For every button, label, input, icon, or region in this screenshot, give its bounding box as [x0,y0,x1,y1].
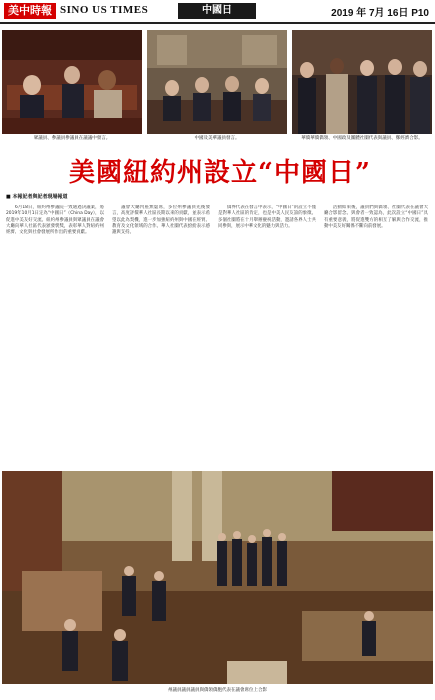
article-subhead: ■ 本報記者與記者現場報道 [6,194,68,200]
issue-date-page: 2019 年 7月 16日 P10 [331,8,429,19]
photo-top-right [292,30,432,134]
masthead-rule [0,22,435,24]
article-column-4 [324,205,428,467]
photo-top-middle [147,30,287,134]
photo-caption: 州議員議員議員與僑領僑胞代表在議會席位上合影 [168,688,267,693]
newspaper-logo: 美中時報 [4,3,56,19]
article-headline: 美國紐約州設立“中國日” [69,158,371,188]
photo-top-left [2,30,142,134]
photo-assembly-hall-image [2,471,433,684]
article-column-3 [218,205,316,467]
photo-caption: 華僑華僑僑領、中國政及團體社團代表與議員、鄭經濟合影。 [301,136,423,141]
newspaper-name: SINO US TIMES [60,4,149,16]
article-paragraph: 活動結束後，議員們與僑領、社團代表在議會大廳合影留念。與會者一致認為，此次設立“中國日”具有重要意義，將促進雙方的相互了解與合作交流，推動中美友好關係不斷向前發展。 [324,205,428,229]
photo-legislators-image [2,30,142,134]
photo-bottom-chamber [2,471,433,684]
article-column-2 [112,205,210,467]
section-tab: 中國日 [178,3,256,19]
article-paragraph: 僑界代表在發言中表示，“中國日”的設立不僅是對華人社區的肯定，也是中美人民友誼的象徵。多個社團將在十月舉辦慶祝活動，邀請各界人士共同參與，展示中華文化的魅力與活力。 [218,205,316,229]
article-paragraph: 6月18日，紐約州參議院一致通過決議案，將2019年10月1日定為“中國日”（China Day），以促進中美友好交流。紐約州參議員與眾議員在議會大廳向華人社區代表頒發褒獎，表彰華人對紐約州經濟、文化與社會發展所作出的重要貢獻。 [6,205,104,236]
masthead [0,0,435,22]
photo-group-image [292,30,432,134]
article-column-1 [6,205,104,467]
photo-chamber-image [147,30,287,134]
photo-caption: 眾議員、參議員參議員在議議中發言。 [33,136,111,141]
article-paragraph: 議會大廳內座無虛席，多位州參議員先後發言，高度評價華人社區長期以來的貢獻，並表示希望以此為契機，進一步加強紐約州與中國在經貿、教育及文化領域的合作。華人社團代表紛紛表示感謝與支持。 [112,205,210,236]
photo-caption: 中國及美華議員發言。 [194,136,240,141]
